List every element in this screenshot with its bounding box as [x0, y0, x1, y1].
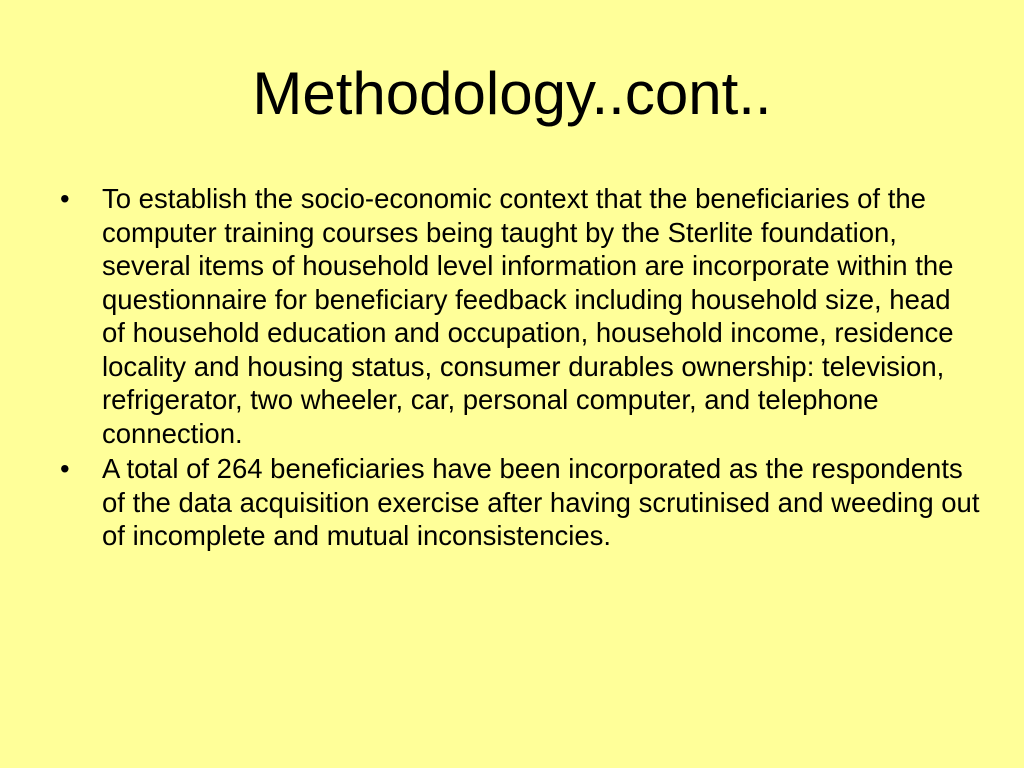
bullet-item — [60, 182, 980, 450]
bullet-icon: • — [60, 183, 70, 214]
slide-title: Methodology..cont.. — [252, 60, 772, 127]
bullet-icon: • — [60, 453, 70, 484]
bullet-item — [60, 452, 980, 553]
bullet-text: To establish the socio-economic context that the beneficiaries of the computer training courses being taught by the Sterlite foundation, several items of household level information are incorporate within the questionnaire for beneficiary feedback including household size, head of household education and occupation, household income, residence locality and housing status, consumer durables ownership: television, refrigerator, two wheeler, car, personal computer, and telephone connection. — [102, 183, 954, 449]
bullet-text: A total of 264 beneficiaries have been incorporated as the respondents of the data acquisition exercise after having scrutinised and weeding out of incomplete and mutual inconsistencies. — [102, 453, 980, 551]
bullet-list — [60, 182, 980, 555]
